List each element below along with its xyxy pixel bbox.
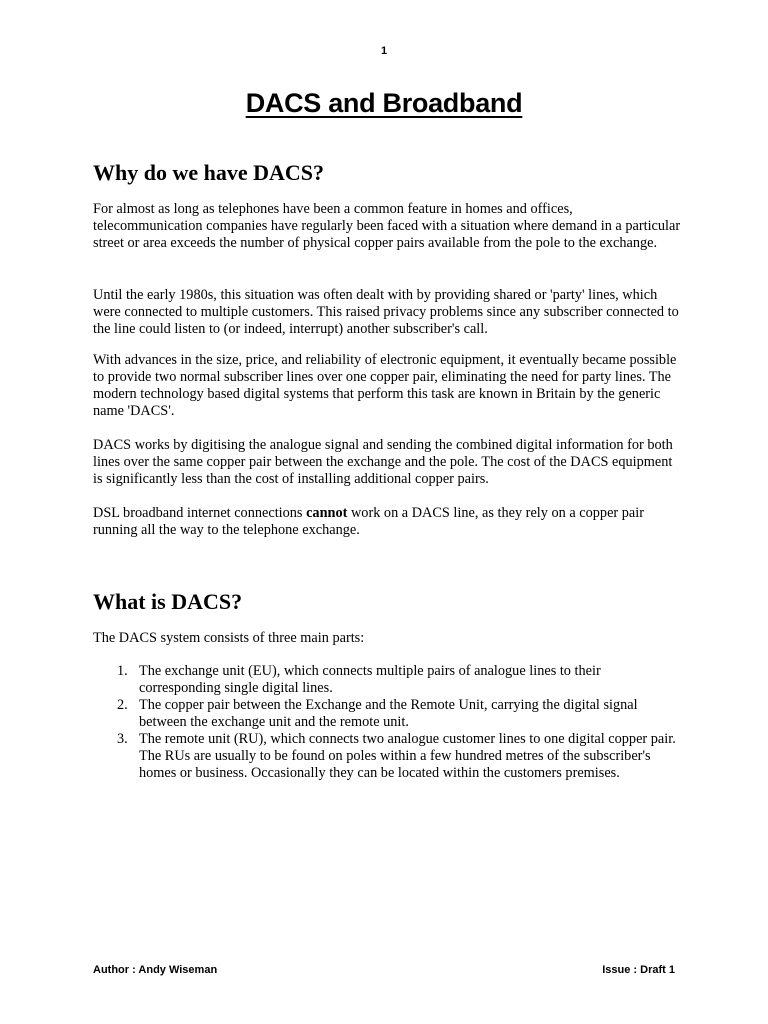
list-item-number: 2.: [117, 697, 128, 713]
paragraph-5-text-start: DSL broadband internet connections: [93, 505, 307, 521]
paragraph-5-text-end: work on a DACS line, as they rely on a copper pair running all the way to the telephone exchange.: [93, 505, 644, 538]
list-item: [93, 731, 681, 782]
footer-issue: Issue : Draft 1: [602, 964, 675, 976]
list-intro: The DACS system consists of three main parts:: [93, 630, 365, 646]
list-item-text: The remote unit (RU), which connects two analogue customer lines to one digital copper pair. The RUs are usually to be found on poles within a few hundred metres of the subscriber's homes or business. Occasionally they can be located within the customers premises.: [139, 731, 676, 781]
list-item-number: 3.: [117, 731, 128, 747]
paragraph-5-emphasis: cannot: [306, 505, 348, 521]
document-title: DACS and Broadband: [245, 88, 523, 118]
list-item-number: 1.: [117, 663, 128, 679]
list-item: [93, 697, 681, 731]
footer-author: Author : Andy Wiseman: [93, 964, 218, 976]
section-heading-why: Why do we have DACS?: [93, 160, 325, 185]
section-heading-what: What is DACS?: [93, 589, 243, 614]
paragraph-2: Until the early 1980s, this situation was often dealt with by providing shared or 'party' lines, which were connected to multiple customers. This raised privacy problems since any subscriber connected to the line could listen to (or indeed, interrupt) another subscriber's call.: [93, 287, 679, 337]
paragraph-5: [93, 505, 681, 539]
list-item-text: The exchange unit (EU), which connects multiple pairs of analogue lines to their corresponding single digital lines.: [139, 663, 601, 696]
parts-list: [93, 663, 681, 782]
paragraph-3: With advances in the size, price, and reliability of electronic equipment, it eventually became possible to provide two normal subscriber lines over one copper pair, eliminating the need for party lines. The modern technology based digital systems that perform this task are known in Britain by the generic name 'DACS'.: [93, 352, 677, 419]
list-item: [93, 663, 681, 697]
paragraph-1: For almost as long as telephones have been a common feature in homes and offices, telecommunication companies have regularly been faced with a situation where demand in a particular street or area exceeds the number of physical copper pairs available from the pole to the exchange.: [93, 201, 681, 251]
page-number: 1: [380, 45, 388, 57]
paragraph-4: DACS works by digitising the analogue signal and sending the combined digital information for both lines over the same copper pair between the exchange and the pole. The cost of the DACS equipment is significantly less than the cost of installing additional copper pairs.: [93, 437, 673, 487]
list-item-text: The copper pair between the Exchange and the Remote Unit, carrying the digital signal between the exchange unit and the remote unit.: [139, 697, 638, 730]
